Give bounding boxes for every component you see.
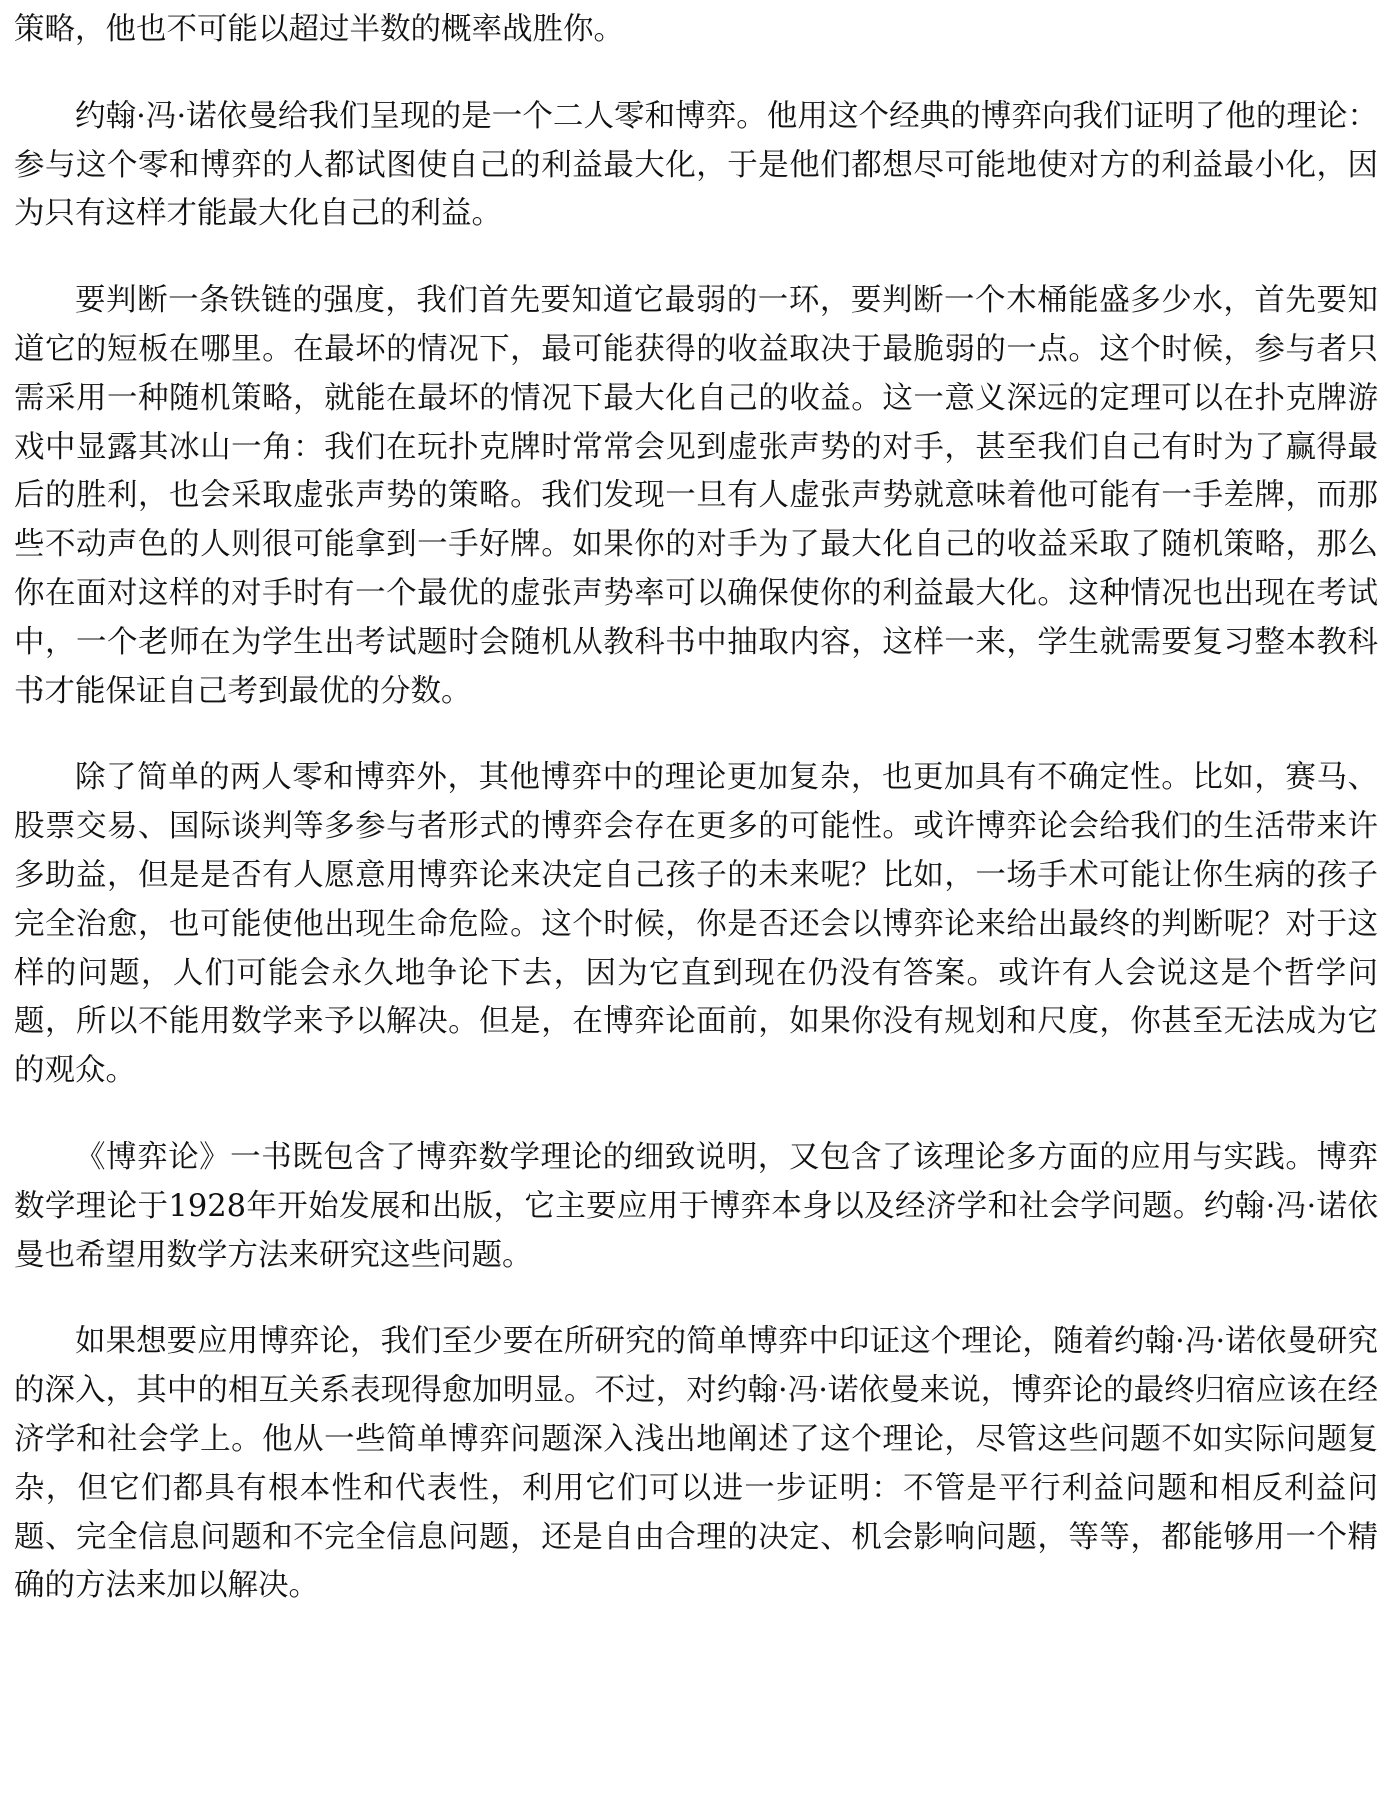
document-body [14,6,1378,1611]
paragraph-6: 如果想要应用博弈论，我们至少要在所研究的简单博弈中印证这个理论，随着约翰·冯·诺依曼研究的深入，其中的相互关系表现得愈加明显。不过，对约翰·冯·诺依曼来说，博弈论的最终归宿应该在经济学和社会学上。他从一些简单博弈问题深入浅出地阐述了这个理论，尽管这些问题不如实际问题复杂，但它们都具有根本性和代表性，利用它们可以进一步证明：不管是平行利益问题和相反利益问题、完全信息问题和不完全信息问题，还是自由合理的决定、机会影响问题，等等，都能够用一个精确的方法来加以解决。 [14,1324,1378,1604]
paragraph-5: 《博弈论》一书既包含了博弈数学理论的细致说明，又包含了该理论多方面的应用与实践。博弈数学理论于1928年开始发展和出版，它主要应用于博弈本身以及经济学和社会学问题。约翰·冯·诺依曼也希望用数学方法来研究这些问题。 [14,1139,1378,1273]
paragraph-1: 策略，他也不可能以超过半数的概率战胜你。 [14,12,624,47]
paragraph-3: 要判断一条铁链的强度，我们首先要知道它最弱的一环，要判断一个木桶能盛多少水，首先要知道它的短板在哪里。在最坏的情况下，最可能获得的收益取决于最脆弱的一点。这个时候，参与者只需采用一种随机策略，就能在最坏的情况下最大化自己的收益。这一意义深远的定理可以在扑克牌游戏中显露其冰山一角：我们在玩扑克牌时常常会见到虚张声势的对手，甚至我们自己有时为了赢得最后的胜利，也会采取虚张声势的策略。我们发现一旦有人虚张声势就意味着他可能有一手差牌，而那些不动声色的人则很可能拿到一手好牌。如果你的对手为了最大化自己的收益采取了随机策略，那么你在面对这样的对手时有一个最优的虚张声势率可以确保使你的利益最大化。这种情况也出现在考试中，一个老师在为学生出考试题时会随机从教科书中抽取内容，这样一来，学生就需要复习整本教科书才能保证自己考到最优的分数。 [14,283,1378,709]
paragraph-2: 约翰·冯·诺依曼给我们呈现的是一个二人零和博弈。他用这个经典的博弈向我们证明了他的理论：参与这个零和博弈的人都试图使自己的利益最大化，于是他们都想尽可能地使对方的利益最小化，因为只有这样才能最大化自己的利益。 [14,98,1378,232]
paragraph-gap [14,1096,1378,1134]
paragraph-4: 除了简单的两人零和博弈外，其他博弈中的理论更加复杂，也更加具有不确定性。比如，赛马、股票交易、国际谈判等多参与者形式的博弈会存在更多的可能性。或许博弈论会给我们的生活带来许多助益，但是是否有人愿意用博弈论来决定自己孩子的未来呢？比如，一场手术可能让你生病的孩子完全治愈，也可能使他出现生命危险。这个时候，你是否还会以博弈论来给出最终的判断呢？对于这样的问题，人们可能会永久地争论下去，因为它直到现在仍没有答案。或许有人会说这是个哲学问题，所以不能用数学来予以解决。但是，在博弈论面前，如果你没有规划和尺度，你甚至无法成为它的观众。 [14,760,1378,1089]
paragraph-gap [14,716,1378,754]
paragraph-gap [14,55,1378,93]
paragraph-gap [14,239,1378,277]
paragraph-gap [14,1280,1378,1318]
